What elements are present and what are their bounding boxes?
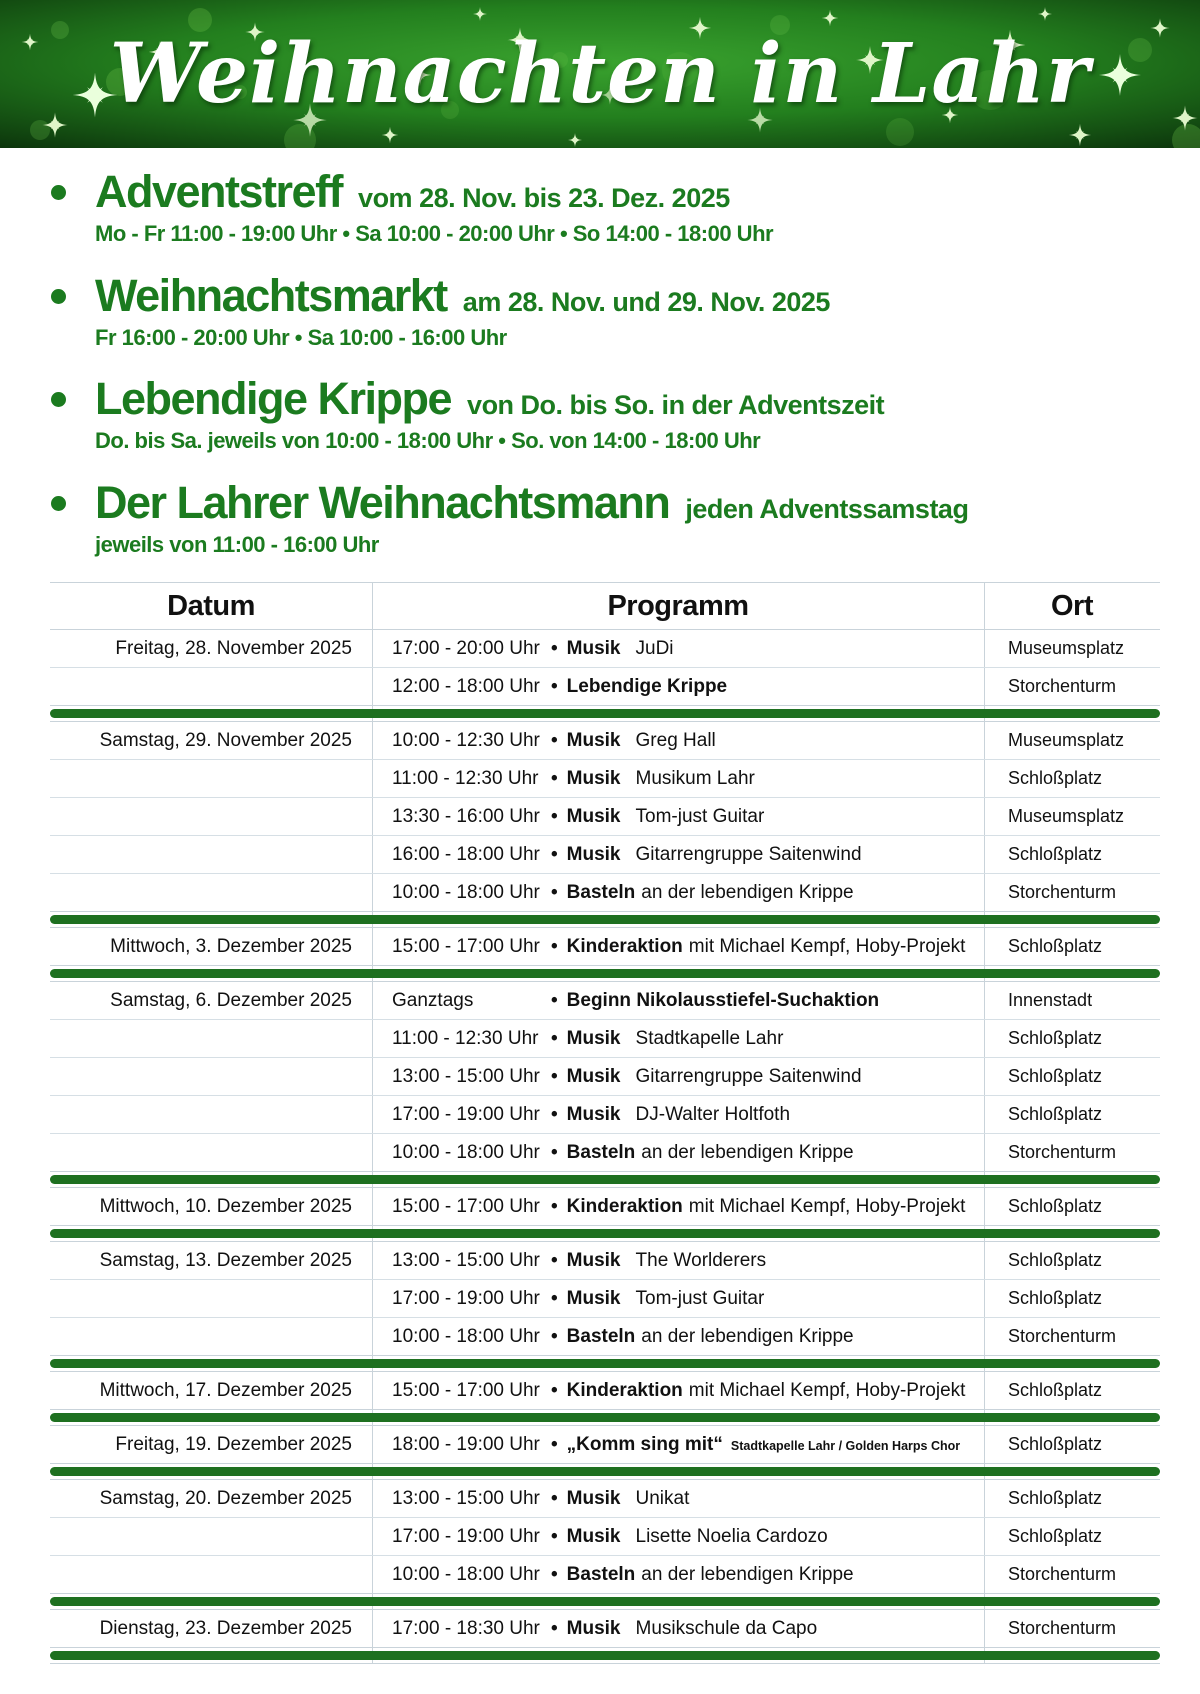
program-type: Kinderaktion (566, 1379, 683, 1401)
banner (0, 0, 1200, 148)
schedule-row (50, 1555, 1160, 1593)
cell-programm: 16:00 - 18:00 Uhr • Musik Gitarrengruppe Saitenwind (392, 843, 862, 865)
schedule-row (50, 630, 1160, 667)
bullet-separator: • (551, 767, 558, 789)
event-highlight (50, 168, 1160, 247)
program-detail: Stadtkapelle Lahr (635, 1027, 784, 1049)
bullet-separator: • (551, 1065, 558, 1087)
group-separator (50, 1355, 1160, 1372)
program-detail: Greg Hall (635, 729, 716, 751)
event-title: Der Lahrer Weihnachtsmann (95, 476, 670, 528)
cell-programm: 10:00 - 18:00 Uhr • Basteln an der lebendigen Krippe (392, 1141, 854, 1163)
bullet-separator: • (551, 1325, 558, 1347)
program-type: Kinderaktion (566, 1195, 683, 1217)
program-detail: Unikat (635, 1487, 690, 1509)
group-separator (50, 1463, 1160, 1480)
bullet-separator: • (551, 1433, 558, 1455)
cell-datum: Mittwoch, 17. Dezember 2025 (99, 1379, 352, 1401)
program-type: Musik (566, 843, 621, 865)
cell-programm: 10:00 - 12:30 Uhr • Musik Greg Hall (392, 729, 716, 751)
bullet-separator: • (551, 1379, 558, 1401)
event-times: Mo - Fr 11:00 - 19:00 Uhr • Sa 10:00 - 20:00 Uhr • So 14:00 - 18:00 Uhr (95, 221, 774, 247)
schedule-header (50, 582, 1160, 630)
program-detail: an der lebendigen Krippe (641, 881, 854, 903)
cell-ort: Schloßplatz (1008, 1196, 1103, 1217)
bullet-separator: • (551, 805, 558, 827)
bullet-separator: • (551, 989, 558, 1011)
cell-programm: 10:00 - 18:00 Uhr • Basteln an der lebendigen Krippe (392, 1563, 854, 1585)
cell-programm: 13:00 - 15:00 Uhr • Musik Unikat (392, 1487, 690, 1509)
cell-ort: Schloßplatz (1008, 1526, 1103, 1547)
schedule-row (50, 928, 1160, 965)
column-header-ort: Ort (1051, 589, 1093, 622)
bullet-separator: • (551, 675, 558, 697)
schedule-group (50, 1188, 1160, 1225)
program-type: Basteln (566, 1141, 636, 1163)
cell-ort: Schloßplatz (1008, 1250, 1103, 1271)
event-dates: vom 28. Nov. bis 23. Dez. 2025 (351, 183, 730, 213)
event-title: Weihnachtsmarkt (95, 269, 447, 321)
bullet-separator: • (551, 637, 558, 659)
cell-ort: Schloßplatz (1008, 768, 1103, 789)
schedule-row (50, 1019, 1160, 1057)
cell-ort: Storchenturm (1008, 1618, 1117, 1639)
program-detail-small: Stadtkapelle Lahr / Golden Harps Chor (730, 1438, 961, 1453)
bullet-separator: • (551, 1487, 558, 1509)
schedule-row (50, 1057, 1160, 1095)
schedule-group (50, 1372, 1160, 1409)
event-times: Fr 16:00 - 20:00 Uhr • Sa 10:00 - 16:00 Uhr (95, 324, 507, 350)
schedule-group (50, 630, 1160, 705)
program-detail: an der lebendigen Krippe (641, 1563, 854, 1585)
schedule-table (50, 582, 1160, 1664)
cell-programm: 17:00 - 18:30 Uhr • Musik Musikschule da Capo (392, 1617, 818, 1639)
cell-ort: Innenstadt (1008, 990, 1093, 1011)
program-detail: JuDi (635, 637, 674, 659)
separator-bar (50, 1413, 1160, 1422)
schedule-group (50, 1480, 1160, 1593)
group-separator (50, 705, 1160, 722)
schedule-row (50, 1279, 1160, 1317)
cell-programm: 15:00 - 17:00 Uhr • Kinderaktion mit Michael Kempf, Hoby-Projekt (392, 935, 966, 957)
bullet-separator: • (551, 1195, 558, 1217)
cell-programm: 13:00 - 15:00 Uhr • Musik Gitarrengruppe Saitenwind (392, 1065, 862, 1087)
schedule-row (50, 1480, 1160, 1517)
event-title: Adventstreff (95, 166, 343, 217)
schedule-group (50, 928, 1160, 965)
event-times: jeweils von 11:00 - 16:00 Uhr (95, 531, 379, 557)
group-separator (50, 1593, 1160, 1610)
bullet-icon (51, 289, 66, 304)
cell-programm: 10:00 - 18:00 Uhr • Basteln an der lebendigen Krippe (392, 1325, 854, 1347)
cell-programm: 17:00 - 19:00 Uhr • Musik Tom-just Guitar (392, 1287, 765, 1309)
schedule-row (50, 1610, 1160, 1647)
event-title: Lebendige Krippe (95, 373, 452, 425)
cell-programm: 13:00 - 15:00 Uhr • Musik The Worlderers (392, 1249, 767, 1271)
cell-programm: 13:30 - 16:00 Uhr • Musik Tom-just Guitar (392, 805, 765, 827)
cell-datum: Mittwoch, 3. Dezember 2025 (110, 935, 352, 957)
program-detail: an der lebendigen Krippe (641, 1325, 854, 1347)
schedule-row (50, 1188, 1160, 1225)
cell-programm: Ganztags • Beginn Nikolausstiefel-Suchaktion (392, 989, 880, 1011)
group-separator (50, 1647, 1160, 1664)
bullet-separator: • (551, 881, 558, 903)
separator-bar (50, 1359, 1160, 1368)
program-type: Basteln (566, 881, 636, 903)
bullet-separator: • (551, 729, 558, 751)
cell-programm: 17:00 - 19:00 Uhr • Musik Lisette Noelia Cardozo (392, 1525, 828, 1547)
program-detail: The Worlderers (635, 1249, 767, 1271)
program-detail: mit Michael Kempf, Hoby-Projekt (688, 1195, 966, 1217)
poster-title: Weihnachten in Lahr (109, 26, 1091, 122)
event-highlight (50, 269, 1160, 351)
schedule-row (50, 1133, 1160, 1171)
schedule-row (50, 1095, 1160, 1133)
program-type: Musik (566, 1287, 621, 1309)
cell-ort: Schloßplatz (1008, 844, 1103, 865)
cell-datum: Mittwoch, 10. Dezember 2025 (99, 1195, 352, 1217)
schedule-row (50, 873, 1160, 911)
cell-ort: Schloßplatz (1008, 1288, 1103, 1309)
separator-bar (50, 915, 1160, 924)
program-type: Lebendige Krippe (566, 675, 728, 697)
program-type: Basteln (566, 1563, 636, 1585)
cell-programm: 11:00 - 12:30 Uhr • Musik Musikum Lahr (392, 767, 755, 789)
program-type: Musik (566, 1027, 621, 1049)
cell-datum: Samstag, 13. Dezember 2025 (99, 1249, 352, 1271)
bullet-icon (51, 392, 66, 407)
schedule-row (50, 982, 1160, 1019)
cell-datum: Samstag, 29. November 2025 (99, 729, 352, 751)
cell-ort: Museumsplatz (1008, 638, 1125, 659)
event-times: Do. bis Sa. jeweils von 10:00 - 18:00 Uhr • So. von 14:00 - 18:00 Uhr (95, 428, 761, 454)
bullet-separator: • (551, 1027, 558, 1049)
bullet-separator: • (551, 1563, 558, 1585)
schedule-row (50, 835, 1160, 873)
program-type: Musik (566, 729, 621, 751)
event-dates: von Do. bis So. in der Adventszeit (460, 390, 885, 421)
program-detail: mit Michael Kempf, Hoby-Projekt (688, 935, 966, 957)
bullet-separator: • (551, 1287, 558, 1309)
group-separator (50, 1225, 1160, 1242)
cell-ort: Schloßplatz (1008, 1434, 1103, 1455)
cell-ort: Schloßplatz (1008, 936, 1103, 957)
group-separator (50, 1171, 1160, 1188)
program-detail: Musikschule da Capo (635, 1617, 818, 1639)
bullet-separator: • (551, 1525, 558, 1547)
program-detail: Musikum Lahr (635, 767, 755, 789)
cell-programm: 18:00 - 19:00 Uhr • „Komm sing mit“ Stadtkapelle Lahr / Golden Harps Chor (392, 1433, 961, 1455)
schedule-group (50, 1610, 1160, 1647)
program-type: Musik (566, 805, 621, 827)
schedule-row (50, 1517, 1160, 1555)
bullet-separator: • (551, 935, 558, 957)
cell-ort: Schloßplatz (1008, 1380, 1103, 1401)
program-type: Musik (566, 767, 621, 789)
event-highlight (50, 476, 1160, 558)
bullet-separator: • (551, 1617, 558, 1639)
program-type: „Komm sing mit“ (566, 1433, 723, 1455)
program-detail: Gitarrengruppe Saitenwind (635, 1065, 862, 1087)
cell-ort: Museumsplatz (1008, 806, 1125, 827)
event-highlight (50, 375, 1160, 454)
cell-ort: Storchenturm (1008, 676, 1117, 697)
column-header-datum: Datum (167, 589, 255, 622)
schedule-row (50, 667, 1160, 705)
schedule-row (50, 722, 1160, 759)
program-type: Beginn Nikolausstiefel-Suchaktion (566, 989, 880, 1011)
cell-ort: Museumsplatz (1008, 730, 1125, 751)
program-type: Musik (566, 1065, 621, 1087)
schedule-row (50, 759, 1160, 797)
separator-bar (50, 1597, 1160, 1606)
highlights-list (0, 168, 1200, 557)
separator-bar (50, 1229, 1160, 1238)
cell-programm: 11:00 - 12:30 Uhr • Musik Stadtkapelle Lahr (392, 1027, 784, 1049)
cell-ort: Storchenturm (1008, 1564, 1117, 1585)
separator-bar (50, 1467, 1160, 1476)
separator-bar (50, 709, 1160, 718)
program-detail: Gitarrengruppe Saitenwind (635, 843, 862, 865)
program-detail: an der lebendigen Krippe (641, 1141, 854, 1163)
group-separator (50, 965, 1160, 982)
event-dates: jeden Adventssamstag (678, 493, 969, 524)
group-separator (50, 1409, 1160, 1426)
separator-bar (50, 1175, 1160, 1184)
cell-datum: Dienstag, 23. Dezember 2025 (99, 1617, 352, 1639)
group-separator (50, 911, 1160, 928)
program-type: Musik (566, 1103, 621, 1125)
program-type: Musik (566, 1487, 621, 1509)
cell-datum: Freitag, 28. November 2025 (115, 637, 352, 659)
separator-bar (50, 969, 1160, 978)
cell-programm: 17:00 - 20:00 Uhr • Musik JuDi (392, 637, 674, 659)
schedule-group (50, 1242, 1160, 1355)
cell-programm: 12:00 - 18:00 Uhr • Lebendige Krippe (392, 675, 728, 697)
cell-ort: Storchenturm (1008, 1326, 1117, 1347)
program-type: Musik (566, 1525, 621, 1547)
cell-ort: Schloßplatz (1008, 1028, 1103, 1049)
program-detail: DJ-Walter Holtfoth (635, 1103, 791, 1125)
cell-programm: 15:00 - 17:00 Uhr • Kinderaktion mit Michael Kempf, Hoby-Projekt (392, 1379, 966, 1401)
cell-ort: Schloßplatz (1008, 1488, 1103, 1509)
cell-ort: Storchenturm (1008, 1142, 1117, 1163)
schedule-row (50, 797, 1160, 835)
cell-ort: Schloßplatz (1008, 1066, 1103, 1087)
program-type: Musik (566, 1617, 621, 1639)
schedule-group (50, 982, 1160, 1171)
schedule-row (50, 1242, 1160, 1279)
program-detail: mit Michael Kempf, Hoby-Projekt (688, 1379, 966, 1401)
program-detail: Lisette Noelia Cardozo (635, 1525, 828, 1547)
cell-programm: 15:00 - 17:00 Uhr • Kinderaktion mit Michael Kempf, Hoby-Projekt (392, 1195, 966, 1217)
bullet-separator: • (551, 1249, 558, 1271)
schedule-row (50, 1426, 1160, 1463)
bullet-separator: • (551, 1141, 558, 1163)
bullet-icon (51, 185, 66, 200)
program-detail: Tom-just Guitar (635, 1287, 765, 1309)
column-header-programm: Programm (607, 589, 749, 622)
cell-datum: Samstag, 20. Dezember 2025 (99, 1487, 352, 1509)
program-type: Musik (566, 637, 621, 659)
schedule-row (50, 1317, 1160, 1355)
schedule-body (50, 630, 1160, 1664)
program-type: Basteln (566, 1325, 636, 1347)
cell-datum: Samstag, 6. Dezember 2025 (110, 989, 352, 1011)
schedule-row (50, 1372, 1160, 1409)
cell-programm: 10:00 - 18:00 Uhr • Basteln an der lebendigen Krippe (392, 881, 854, 903)
bullet-separator: • (551, 1103, 558, 1125)
bullet-icon (51, 496, 66, 511)
event-dates: am 28. Nov. und 29. Nov. 2025 (455, 286, 830, 317)
schedule-group (50, 722, 1160, 911)
program-type: Musik (566, 1249, 621, 1271)
separator-bar (50, 1651, 1160, 1660)
cell-ort: Storchenturm (1008, 882, 1117, 903)
cell-ort: Schloßplatz (1008, 1104, 1103, 1125)
cell-programm: 17:00 - 19:00 Uhr • Musik DJ-Walter Holtfoth (392, 1103, 791, 1125)
bullet-separator: • (551, 843, 558, 865)
program-type: Kinderaktion (566, 935, 683, 957)
schedule-group (50, 1426, 1160, 1463)
program-detail: Tom-just Guitar (635, 805, 765, 827)
cell-datum: Freitag, 19. Dezember 2025 (115, 1433, 352, 1455)
